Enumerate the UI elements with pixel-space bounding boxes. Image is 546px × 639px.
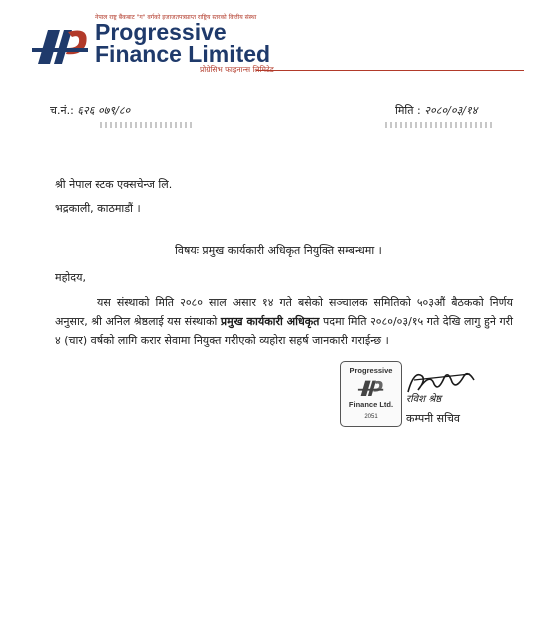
stamp-line1: Progressive: [349, 366, 393, 375]
brand-name-line2: Finance Limited: [95, 41, 271, 67]
recipient-name: श्री नेपाल स्टक एक्सचेन्ज लि.: [55, 178, 173, 191]
pfl-logo-icon: [30, 22, 92, 66]
brand-name-nepali: प्रोग्रेसिभ फाइनान्स लिमिटेड: [200, 65, 274, 74]
body-bold-designation: प्रमुख कार्यकारी अधिकृत: [220, 315, 320, 328]
scan-smudge: [100, 122, 195, 128]
date-value: २०८०/०३/१४: [424, 104, 478, 117]
reference-label: च.नं.:: [50, 104, 74, 117]
letter-subject: विषयः प्रमुख कार्यकारी अधिकृत नियुक्ति सम्बन्धमा ।: [175, 244, 382, 257]
stamp-line2: Finance Ltd.: [348, 400, 394, 409]
letterhead-rule: [256, 70, 524, 71]
company-stamp: [340, 361, 402, 427]
date-label: मिति :: [395, 104, 421, 117]
body-part1: यस संस्थाको मिति २०८० साल असार १४ गते बसेको सञ्चालक समितिको ५०३औं बैठकको निर्णय अनुसार, श्री अनिल श्रेष्ठलाई यस संस्थाको: [55, 296, 513, 328]
brand-name-line1: Progressive: [95, 19, 227, 45]
recipient-address: भद्रकाली, काठमाडौं ।: [55, 202, 141, 215]
scan-smudge: [385, 122, 495, 128]
signatory-title: कम्पनी सचिव: [406, 412, 461, 425]
letterhead-tagline: नेपाल राष्ट्र बैंकबाट "ग" वर्गको इजाजतपत्रप्राप्त राष्ट्रिय स्तरको वित्तीय संस्था: [95, 14, 257, 21]
signatory-name: रविश श्रेष्ठ: [406, 394, 442, 405]
stamp-logo-icon: [357, 377, 385, 397]
reference-value: ६२६ ०७९/८०: [77, 104, 131, 117]
reference-number: [50, 103, 130, 118]
letter-body: [55, 293, 513, 350]
salutation: महोदय,: [55, 271, 86, 284]
letter-date: [395, 103, 477, 118]
stamp-year: 2051: [364, 414, 378, 420]
body-part2: पदमा मिति २०८०/०३/१५ गते देखि लागु हुने गरी ४ (चार) वर्षको लागि करार सेवामा नियुक्त गरीएको व्यहोरा सहर्ष जानकारी गराईन्छ ।: [55, 315, 513, 347]
